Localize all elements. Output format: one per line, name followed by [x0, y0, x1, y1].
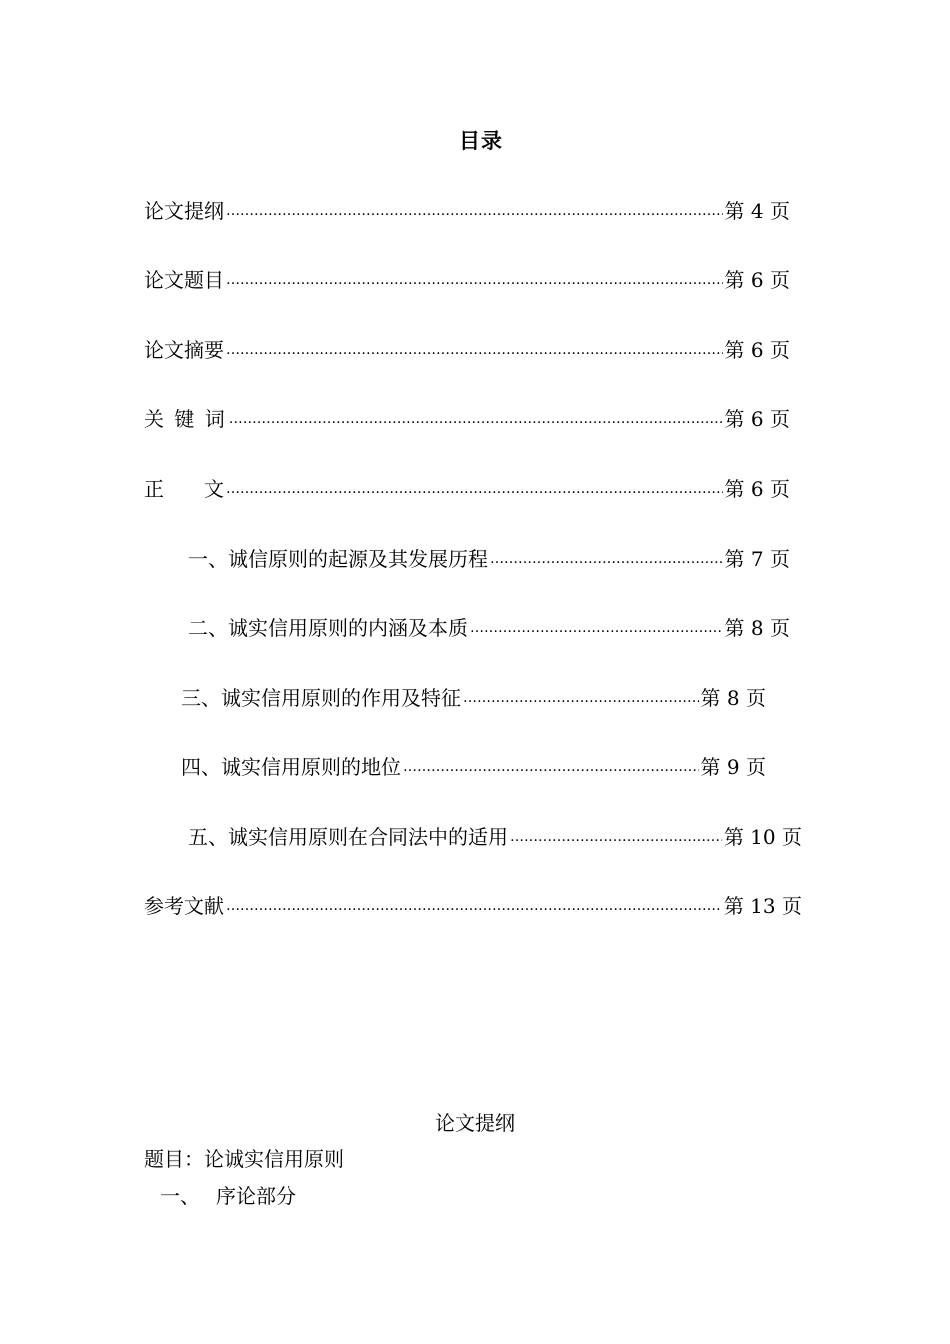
toc-entry-page: 第 6 页	[724, 477, 790, 501]
toc-entry[interactable]	[144, 196, 790, 226]
toc-entry[interactable]	[188, 822, 802, 852]
toc-dot-leader	[226, 196, 723, 226]
toc-entry-label: 四、诚实信用原则的地位	[181, 755, 401, 779]
toc-entry-page: 第 7 页	[724, 547, 790, 571]
toc-entry-page: 第 8 页	[724, 616, 790, 640]
toc-entry-label: 论文摘要	[144, 338, 224, 362]
toc-entry[interactable]	[181, 752, 766, 782]
outline-topic: 题目：论诚实信用原则	[144, 1147, 344, 1171]
toc-dot-leader	[226, 265, 723, 295]
toc-entry-page: 第 10 页	[723, 825, 802, 849]
toc-entry-page: 第 8 页	[700, 686, 766, 710]
toc-entry-label: 一、诚信原则的起源及其发展历程	[188, 547, 488, 571]
toc-entry[interactable]	[144, 891, 802, 921]
toc-entry[interactable]	[188, 613, 790, 643]
outline-title: 论文提纲	[435, 1111, 515, 1135]
toc-entry-page: 第 13 页	[723, 894, 802, 918]
toc-dot-leader	[229, 404, 723, 434]
toc-entry-page: 第 6 页	[724, 268, 790, 292]
toc-entry-label: 正 文	[144, 477, 224, 501]
toc-entry[interactable]	[144, 474, 790, 504]
outline-section	[160, 1182, 296, 1210]
toc-entry[interactable]	[144, 335, 790, 365]
toc-dot-leader	[226, 891, 722, 921]
toc-dot-leader	[226, 335, 723, 365]
toc-entry-label: 三、诚实信用原则的作用及特征	[181, 686, 461, 710]
toc-dot-leader	[490, 544, 723, 574]
toc-dot-leader	[470, 613, 723, 643]
toc-entry-label: 二、诚实信用原则的内涵及本质	[188, 616, 468, 640]
outline-section-label: 序论部分	[216, 1184, 296, 1208]
toc-dot-leader	[403, 752, 699, 782]
toc-entry[interactable]	[144, 265, 790, 295]
toc-entry-label: 论文题目	[144, 268, 224, 292]
toc-entry[interactable]	[188, 544, 790, 574]
toc-dot-leader	[226, 474, 723, 504]
toc-entry-page: 第 9 页	[700, 755, 766, 779]
toc-entry[interactable]	[144, 404, 790, 434]
toc-entry-page: 第 4 页	[724, 199, 790, 223]
toc-entry-label: 论文提纲	[144, 199, 224, 223]
toc-entry-label: 关 键 词	[144, 407, 227, 431]
toc-dot-leader	[463, 683, 699, 713]
toc-entry-label: 五、诚实信用原则在合同法中的适用	[188, 825, 508, 849]
outline-section-number: 一、	[160, 1184, 200, 1208]
toc-entry[interactable]	[181, 683, 766, 713]
toc-dot-leader	[510, 822, 722, 852]
toc-entry-label: 参考文献	[144, 894, 224, 918]
toc-title: 目录	[459, 129, 503, 153]
toc-entry-page: 第 6 页	[724, 407, 790, 431]
toc-entry-page: 第 6 页	[724, 338, 790, 362]
